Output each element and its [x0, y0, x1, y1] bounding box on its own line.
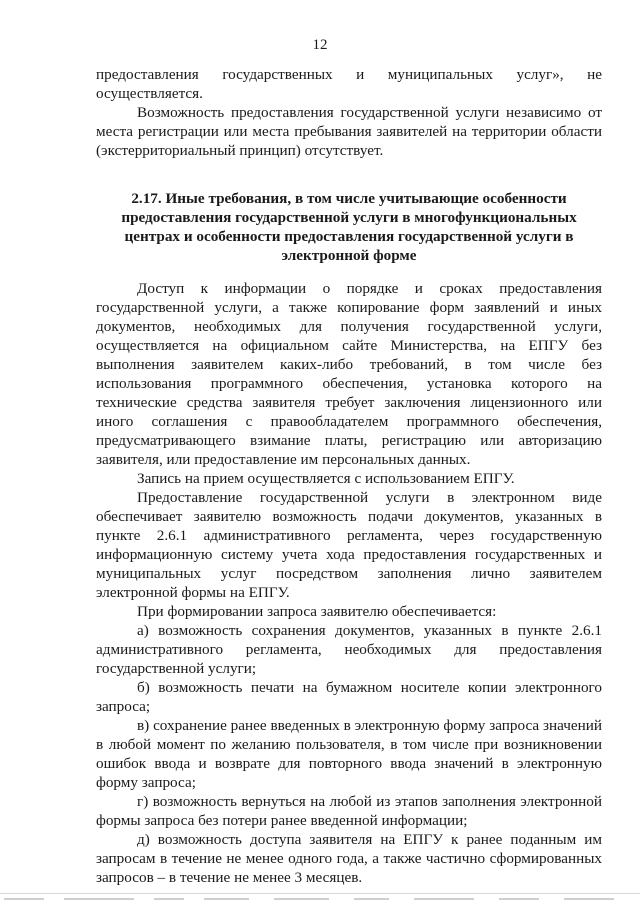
- section-heading: 2.17. Иные требования, в том числе учитывающие особенности предоставления государственной услуги в многофункциональных центрах и особенности предоставления государственной услуги в электронной форме: [121, 190, 577, 264]
- document-body: [96, 65, 602, 887]
- page-number: 12: [312, 37, 328, 53]
- list-item-d: д) возможность доступа заявителя на ЕПГУ к ранее поданным им запросам в течение не менее одного года, а также частично сформированных запросов – в течение не менее 3 месяцев.: [96, 831, 602, 886]
- paragraph-request-intro: При формировании запроса заявителю обеспечивается:: [137, 603, 497, 620]
- scan-footer-divider: [0, 893, 640, 894]
- paragraph-access-info: Доступ к информации о порядке и сроках предоставления государственной услуги, а также копирование форм заявлений и иных документов, необходимых для получения государственной услуги, осуществляется на официальном сайте Министерства, на ЕПГУ без выполнения заявителем каких-либо требований, в том числе без использования программного обеспечения, установка которого на технические средства заявителя требует заключения лицензионного или иного соглашения с правообладателем программного обеспечения, предусматривающего взимание платы, регистрацию или авторизацию заявителя, или предоставление им персональных данных.: [96, 280, 602, 468]
- list-item-a: а) возможность сохранения документов, указанных в пункте 2.6.1 административного регламента, необходимых для предоставления государственной услуги;: [96, 622, 602, 677]
- list-item-g: г) возможность вернуться на любой из этапов заполнения электронной формы запроса без потери ранее введенной информации;: [96, 793, 602, 829]
- paragraph-continued: предоставления государственных и муниципальных услуг», не осуществляется.: [96, 66, 602, 102]
- paragraph-extraterritorial: Возможность предоставления государственной услуги независимо от места регистрации или места пребывания заявителей на территории области (экстерриториальный принцип) отсутствует.: [96, 104, 602, 159]
- paragraph-electronic-service: Предоставление государственной услуги в электронном виде обеспечивает заявителю возможность подачи документов, указанных в пункте 2.6.1 административного регламента, через государственную информационную систему учета хода предоставления государственных и муниципальных услуг посредством заполнения лично заявителем электронной формы на ЕПГУ.: [96, 489, 602, 601]
- scan-footer-marks: [4, 898, 636, 902]
- list-item-v: в) сохранение ранее введенных в электронную форму запроса значений в любой момент по желанию пользователя, в том числе при возникновении ошибок ввода и возврате для повторного ввода значений в электронную форму запроса;: [96, 717, 602, 791]
- list-item-b: б) возможность печати на бумажном носителе копии электронного запроса;: [96, 679, 602, 715]
- paragraph-appointment: Запись на прием осуществляется с использованием ЕПГУ.: [137, 470, 515, 487]
